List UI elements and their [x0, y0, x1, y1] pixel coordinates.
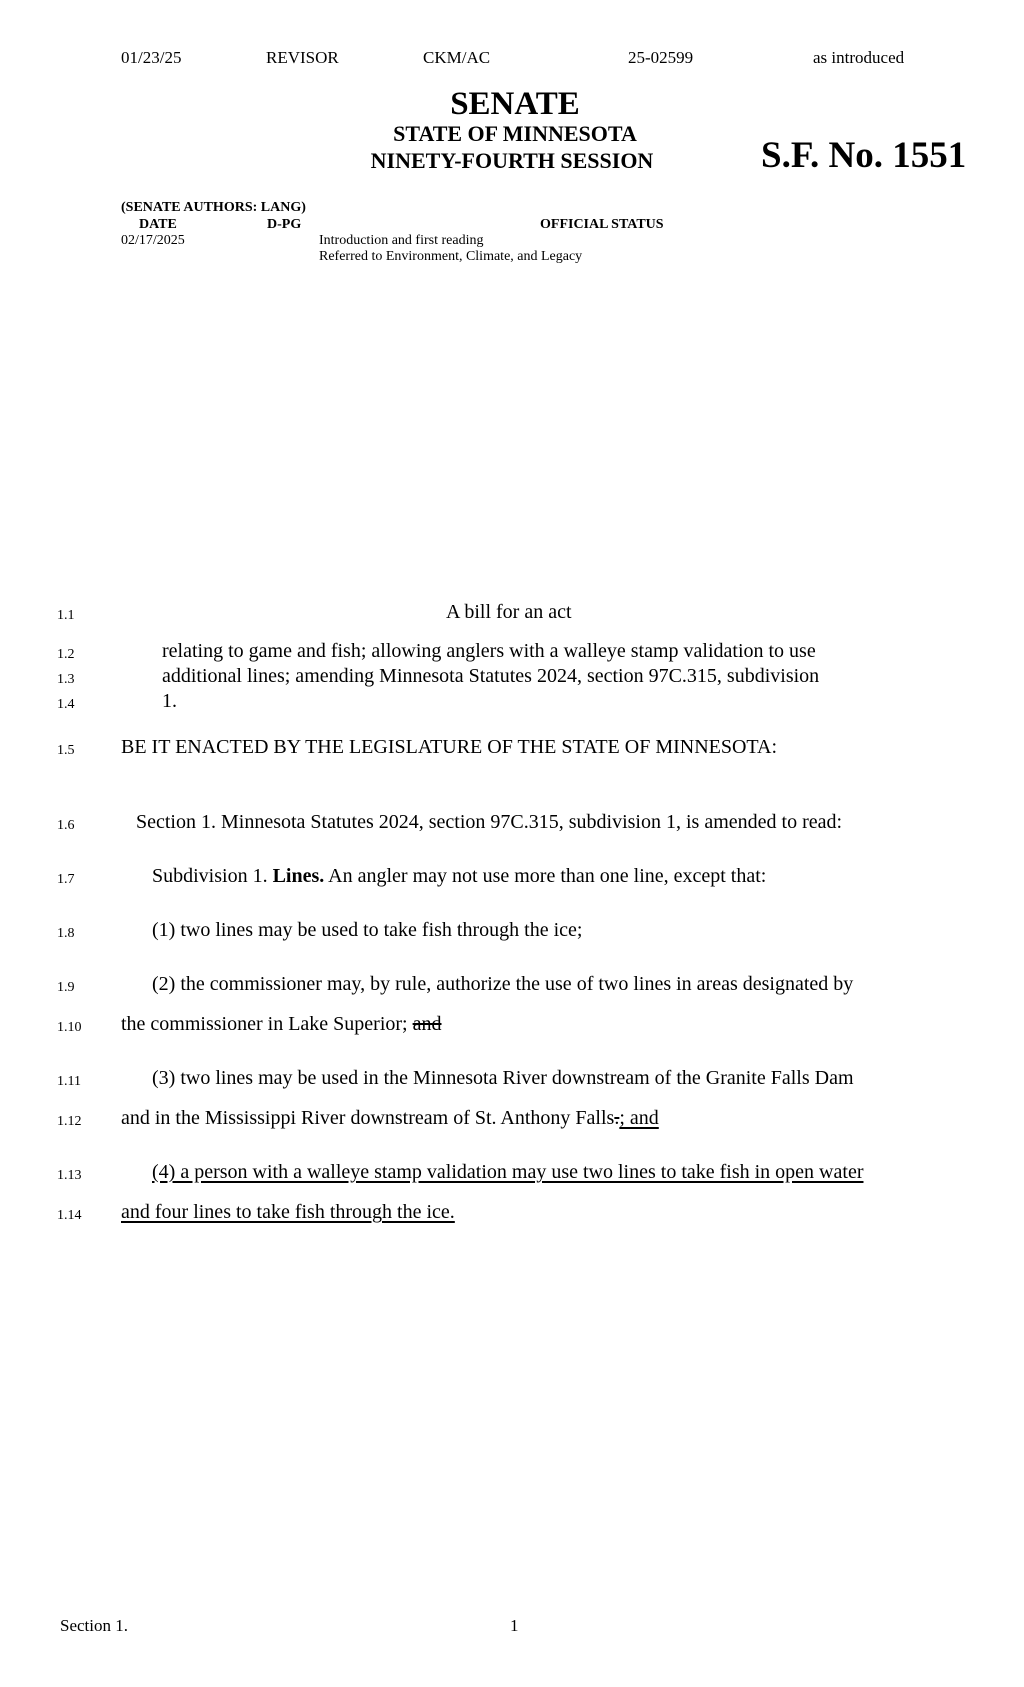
line-number: 1.3: [57, 672, 75, 687]
line-number: 1.4: [57, 697, 75, 712]
senate-authors: (SENATE AUTHORS: LANG): [121, 200, 306, 215]
struck-text: .: [614, 1107, 620, 1129]
bill-title-line: additional lines; amending Minnesota Statutes 2024, section 97C.315, subdivision: [162, 665, 820, 687]
subdivision-heading: Lines.: [272, 865, 325, 887]
struck-text: and: [412, 1013, 442, 1035]
clause-2-line: [121, 1013, 442, 1036]
line-number: 1.9: [57, 980, 75, 995]
line-number: 1.11: [57, 1074, 81, 1089]
header-doc-number: 25-02599: [628, 48, 694, 67]
subdivision-line: [152, 865, 766, 888]
bill-number: S.F. No. 1551: [761, 135, 967, 176]
status-action-2: Referred to Environment, Climate, and Legacy: [319, 249, 583, 264]
header-initials: CKM/AC: [423, 48, 491, 67]
subdivision-text: An angler may not use more than one line, except that:: [324, 865, 767, 887]
footer-section: Section 1.: [60, 1616, 128, 1635]
bill-title-line: relating to game and fish; allowing anglers with a walleye stamp validation to use: [162, 640, 816, 662]
line-number: 1.5: [57, 743, 75, 758]
bill-title-line: 1.: [162, 690, 177, 712]
state-title: STATE OF MINNESOTA: [393, 121, 637, 146]
line-number: 1.2: [57, 647, 75, 662]
line-number: 1.7: [57, 872, 75, 887]
header-date: 01/23/25: [121, 48, 182, 67]
header-status: as introduced: [813, 48, 905, 67]
chamber-title: SENATE: [450, 86, 580, 122]
clause-4-line: (4) a person with a walleye stamp validation may use two lines to take fish in open water: [152, 1161, 864, 1183]
section-heading: Section 1. Minnesota Statutes 2024, section 97C.315, subdivision 1, is amended to read:: [136, 811, 843, 833]
status-col-dpg: D-PG: [267, 217, 302, 232]
status-col-official: OFFICIAL STATUS: [540, 217, 664, 232]
clause-4-line: and four lines to take fish through the ice.: [121, 1201, 455, 1223]
line-number: 1.10: [57, 1020, 82, 1035]
line-number: 1.6: [57, 818, 75, 833]
clause-3-text: and in the Mississippi River downstream of St. Anthony Falls: [121, 1107, 615, 1129]
enacting-clause: BE IT ENACTED BY THE LEGISLATURE OF THE STATE OF MINNESOTA:: [121, 736, 778, 758]
status-entry-date: 02/17/2025: [121, 233, 185, 248]
page-number: 1: [510, 1616, 519, 1635]
session-title: NINETY-FOURTH SESSION: [370, 148, 654, 173]
line-number: 1.8: [57, 926, 75, 941]
line-number: 1.1: [57, 608, 75, 623]
status-action-1: Introduction and first reading: [319, 233, 484, 248]
clause-2-line: (2) the commissioner may, by rule, authorize the use of two lines in areas designated by: [152, 973, 854, 995]
header-office: REVISOR: [266, 48, 339, 67]
line-number: 1.14: [57, 1208, 82, 1223]
bill-heading: A bill for an act: [446, 601, 572, 623]
line-number: 1.13: [57, 1168, 82, 1183]
status-col-date: DATE: [139, 217, 177, 232]
clause-2-text: the commissioner in Lake Superior;: [121, 1013, 413, 1035]
added-text: ; and: [619, 1107, 659, 1129]
clause-3-line: [121, 1107, 659, 1130]
clause-3-line: (3) two lines may be used in the Minnesota River downstream of the Granite Falls Dam: [152, 1067, 854, 1089]
line-number: 1.12: [57, 1114, 82, 1129]
subdivision-prefix: Subdivision 1.: [152, 865, 273, 887]
clause-1: (1) two lines may be used to take fish through the ice;: [152, 919, 583, 941]
